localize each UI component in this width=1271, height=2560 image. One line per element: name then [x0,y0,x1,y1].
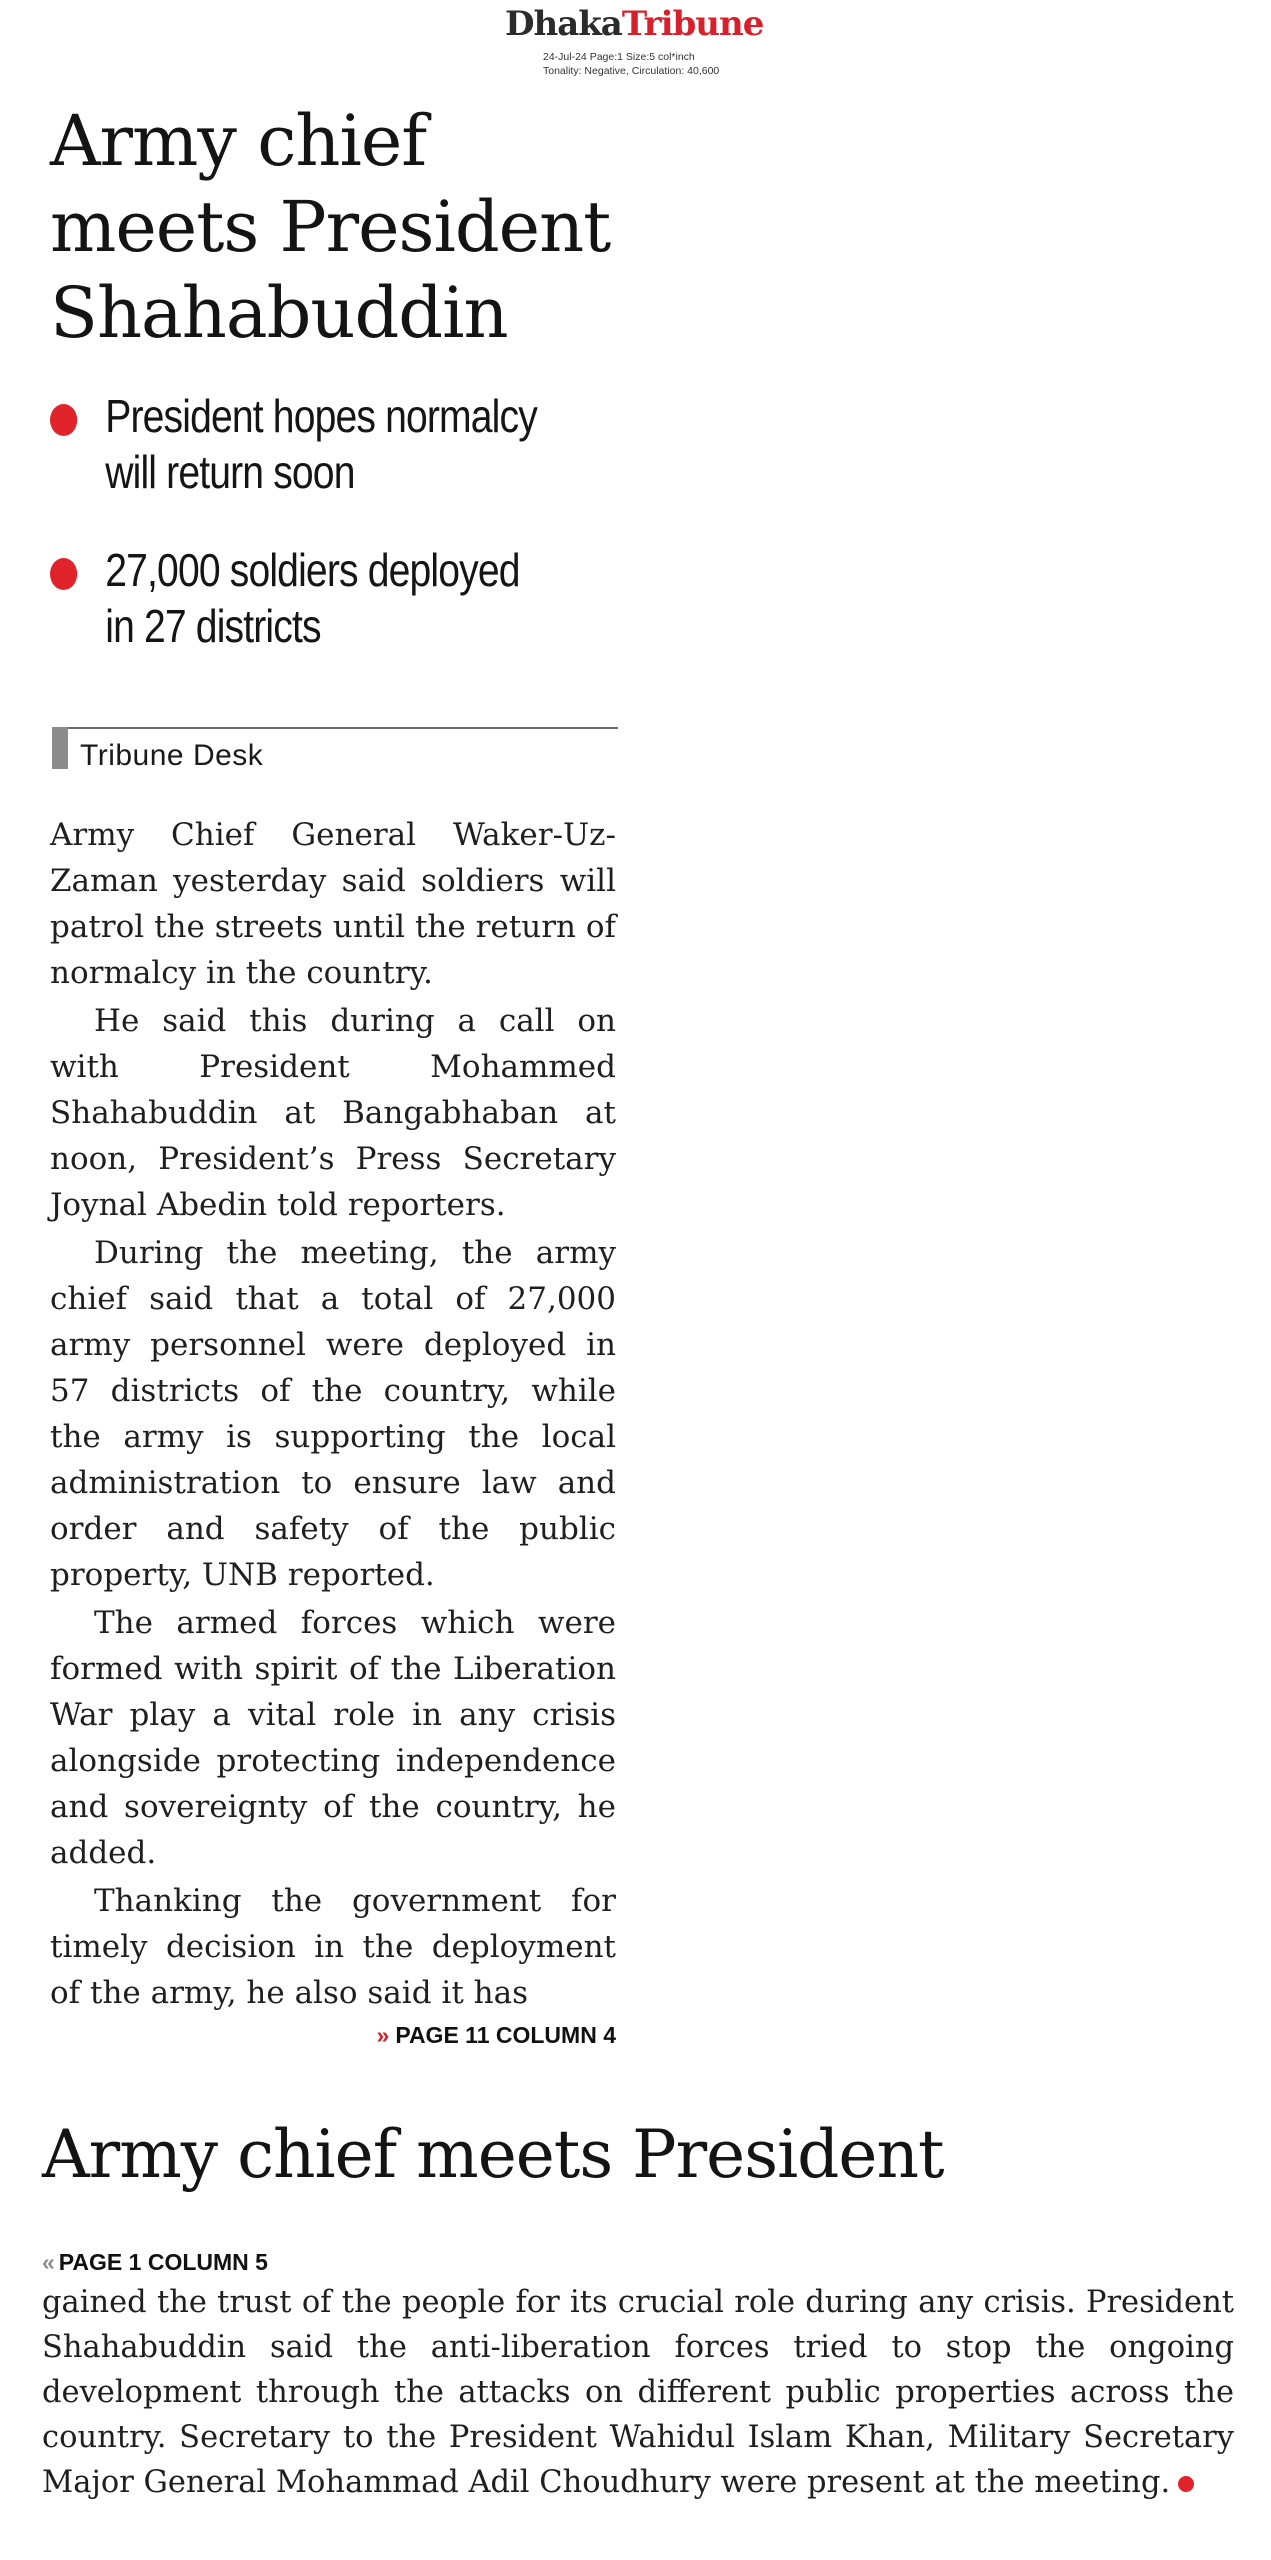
continuation-headline: Army chief meets President [42,2116,944,2193]
bullet-line: President hopes normalcy [105,390,537,442]
headline-line: Shahabuddin [50,272,508,354]
article-body [50,812,616,2018]
continuation-text: gained the trust of the people for its crucial role during any crisis. President Shahabuddin said the anti-liberation forces tried to stop the ongoing development through the attacks on different public properties across the country. Secretary to the President Wahidul Islam Khan, Military Secretary Major General Mohammad Adil Choudhury were present at the meeting. [42,2285,1234,2500]
jump-to-link [377,2020,616,2050]
article-headline [50,98,650,356]
masthead-part2: Tribune [621,4,764,44]
body-paragraph: He said this during a call on with President Mohammed Shahabuddin at Bangabhaban at noon, President’s Press Secretary Joynal Abedin told reporters. [50,1003,616,1223]
jump-from-link [42,2247,268,2277]
headline-line: Army chief [50,100,427,182]
bullet-line: will return soon [105,446,355,498]
double-chevron-right-icon: » [376,2022,390,2048]
bullet-line: 27,000 soldiers deployed [105,544,520,596]
body-paragraph: During the meeting, the army chief said that a total of 27,000 army personnel were deployed in 57 districts of the country, while the army is supporting the local administration to ensure law and order and safety of the public property, UNB reported. [50,1235,616,1593]
body-paragraph: Thanking the government for timely decision in the deployment of the army, he also said it has [50,1883,616,2011]
continuation-body [42,2280,1234,2505]
body-paragraph: The armed forces which were formed with spirit of the Liberation War play a vital role in any crisis alongside protecting independence and sovereignty of the country, he added. [50,1605,616,1871]
meta-line2: Tonality: Negative, Circulation: 40,600 [543,65,720,77]
byline-marker [52,727,68,769]
byline-divider [52,727,618,729]
headline-line: meets President [50,186,611,268]
bullet-item [50,388,683,500]
masthead-part1: Dhaka [505,4,622,44]
meta-line1: 24-Jul-24 Page:1 Size:5 col*inch [543,51,695,63]
clipping-meta [543,50,719,78]
byline: Tribune Desk [80,739,264,772]
jump-to-label: PAGE 11 COLUMN 4 [395,2022,616,2048]
bullet-line: in 27 districts [105,600,321,652]
red-dot-icon [50,558,77,590]
bullet-item [50,542,683,654]
masthead-logo [505,4,763,44]
double-chevron-left-icon: « [42,2249,55,2275]
red-dot-icon [1178,2476,1194,2492]
body-paragraph: Army Chief General Waker-Uz-Zaman yesterday said soldiers will patrol the streets until the return of normalcy in the country. [50,817,616,991]
jump-from-label: PAGE 1 COLUMN 5 [58,2249,268,2275]
red-dot-icon [50,404,77,436]
bullet-list [50,388,630,696]
